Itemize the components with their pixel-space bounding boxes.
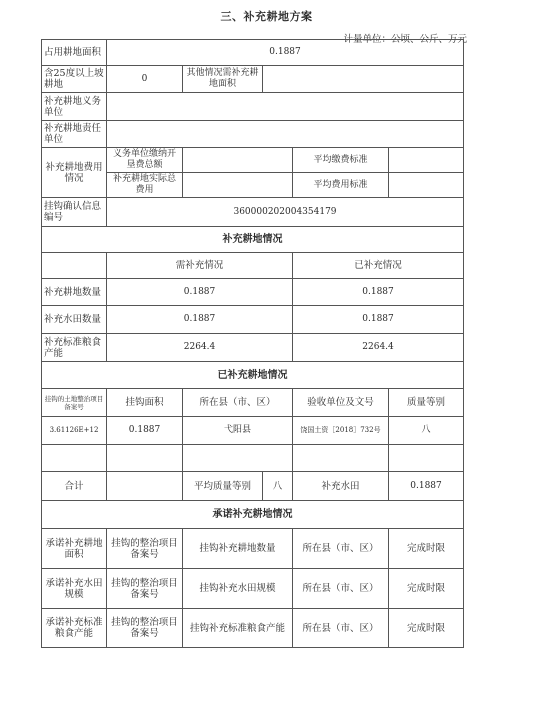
section3-header: [42, 501, 464, 529]
s1-row-need: 2264.4: [107, 334, 293, 362]
row-duty-unit: [42, 93, 464, 121]
s3-metric: 挂钩补充耕地数量: [183, 529, 293, 569]
unit-note: 计量单位：公顷、公斤、万元: [343, 34, 467, 45]
table-row: [42, 334, 464, 362]
row-s1-headers: [42, 253, 464, 279]
s1-row-need: 0.1887: [107, 279, 293, 306]
row-slope: [42, 66, 464, 93]
row-occupied-area: [42, 40, 464, 66]
s2-county: 弋阳县: [183, 417, 293, 445]
s1-row-need: 0.1887: [107, 306, 293, 334]
row-s2-headers: [42, 389, 464, 417]
other-value: [263, 66, 464, 93]
s3-project-label: 挂钩的整治项目备案号: [107, 529, 183, 569]
fee-row2-label: 补充耕地实际总费用: [107, 173, 183, 198]
table-row: [42, 609, 464, 648]
fee-label: 补充耕地费用情况: [42, 148, 107, 198]
total-label: 合计: [42, 472, 107, 501]
s3-finish-label: 完成时限: [389, 529, 464, 569]
row-fee-1: [42, 148, 464, 173]
table-row: [42, 569, 464, 609]
duty-unit-value: [107, 93, 464, 121]
s3-finish-label: 完成时限: [389, 609, 464, 648]
s2-header-area: 挂钩面积: [107, 389, 183, 417]
s3-finish-label: 完成时限: [389, 569, 464, 609]
section1-title: 补充耕地情况: [42, 227, 464, 253]
other-label: 其他情况需补充耕地面积: [183, 66, 263, 93]
s3-row-label: 承诺补充标准粮食产能: [42, 609, 107, 648]
section2-header: [42, 362, 464, 389]
slope-label: 含25度以上坡耕地: [42, 66, 107, 93]
row-resp-unit: [42, 121, 464, 148]
s1-row-done: 0.1887: [293, 306, 464, 334]
s2-project-no: 3.61126E+12: [42, 417, 107, 445]
table-row: [42, 306, 464, 334]
s2-header-county: 所在县（市、区）: [183, 389, 293, 417]
s2-acceptance: 饶国土资［2018］732号: [293, 417, 389, 445]
fee-row1-label: 义务单位缴纳开垦费总额: [107, 148, 183, 173]
fee-row1-std-label: 平均缴费标准: [293, 148, 389, 173]
page-title: 三、补充耕地方案: [220, 10, 313, 23]
slope-value: 0: [107, 66, 183, 93]
s1-row-label: 补充标准粮食产能: [42, 334, 107, 362]
resp-unit-value: [107, 121, 464, 148]
avg-quality-label: 平均质量等别: [183, 472, 263, 501]
s1-row-done: 2264.4: [293, 334, 464, 362]
occupied-area-value: 0.1887: [107, 40, 464, 66]
s2-header-project: 挂钩的土地整治项目备案号: [42, 389, 107, 417]
paddy-value: 0.1887: [389, 472, 464, 501]
s2-area: 0.1887: [107, 417, 183, 445]
resp-unit-label: 补充耕地责任单位: [42, 121, 107, 148]
fee-row2-std-label: 平均费用标准: [293, 173, 389, 198]
s2-header-acceptance: 验收单位及文号: [293, 389, 389, 417]
fee-row2-std-value: [389, 173, 464, 198]
table-row-empty: [42, 445, 464, 472]
s3-county-label: 所在县（市、区）: [293, 609, 389, 648]
section2-title: 已补充耕地情况: [42, 362, 464, 389]
confirm-value: 360000202004354179: [107, 198, 464, 227]
paddy-label: 补充水田: [293, 472, 389, 501]
s3-row-label: 承诺补充耕地面积: [42, 529, 107, 569]
section3-title: 承诺补充耕地情况: [42, 501, 464, 529]
row-total: [42, 472, 464, 501]
s3-row-label: 承诺补充水田规模: [42, 569, 107, 609]
occupied-area-label: 占用耕地面积: [42, 40, 107, 66]
confirm-label: 挂钩确认信息编号: [42, 198, 107, 227]
need-header: 需补充情况: [107, 253, 293, 279]
fee-row1-std-value: [389, 148, 464, 173]
row-confirm: [42, 198, 464, 227]
fee-row1-value: [183, 148, 293, 173]
s3-project-label: 挂钩的整治项目备案号: [107, 569, 183, 609]
s3-metric: 挂钩补充标准粮食产能: [183, 609, 293, 648]
s1-row-done: 0.1887: [293, 279, 464, 306]
s2-header-quality: 质量等别: [389, 389, 464, 417]
s2-quality: 八: [389, 417, 464, 445]
total-blank: [107, 472, 183, 501]
table-row: [42, 529, 464, 569]
s3-metric: 挂钩补充水田规模: [183, 569, 293, 609]
s3-county-label: 所在县（市、区）: [293, 529, 389, 569]
table-row: [42, 417, 464, 445]
s1-corner: [42, 253, 107, 279]
avg-quality-value: 八: [263, 472, 293, 501]
section1-header: [42, 227, 464, 253]
s1-row-label: 补充耕地数量: [42, 279, 107, 306]
s3-county-label: 所在县（市、区）: [293, 569, 389, 609]
land-supplement-table: [41, 39, 464, 648]
table-row: [42, 279, 464, 306]
duty-unit-label: 补充耕地义务单位: [42, 93, 107, 121]
s1-row-label: 补充水田数量: [42, 306, 107, 334]
done-header: 已补充情况: [293, 253, 464, 279]
s3-project-label: 挂钩的整治项目备案号: [107, 609, 183, 648]
fee-row2-value: [183, 173, 293, 198]
